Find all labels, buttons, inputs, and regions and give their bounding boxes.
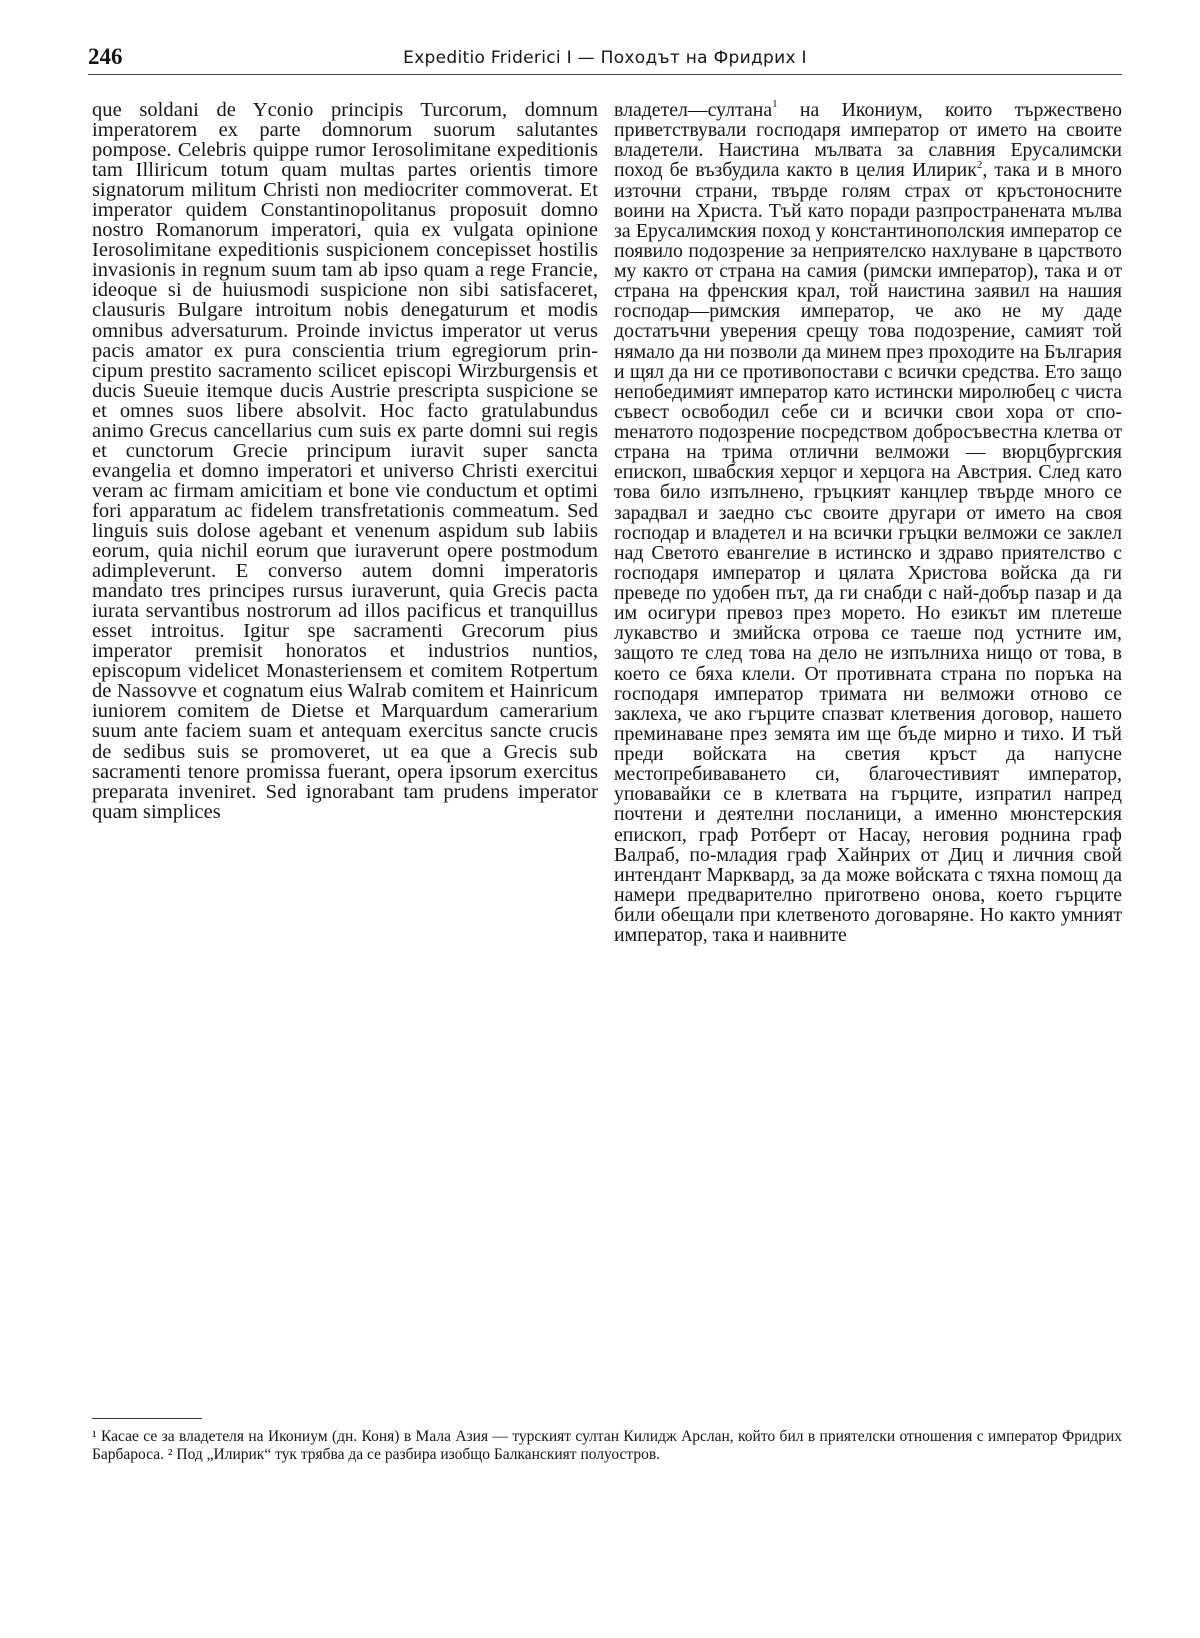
header-rule xyxy=(88,74,1122,75)
footnote-ref-2: 2 xyxy=(976,158,983,171)
page-header xyxy=(88,44,1122,76)
bulgarian-text-part3: , така и в много източни страни, твърде голям страх от кръстоносните воини на Христа. Тъй като поради разпространената мълва за Ерусалимския поход у константинополския император се появило подозрение за неприятелско нахлуване в царството му както от страна на самия (римски император), така и от страна на френския крал, той наистина заявил на нашия господар—римския император, че ако не му даде достатъчни уверения срещу това подозрение, самият той нямало да ни позволи да минем през проходите на България и щял да ни се противопостави с всички средства. Ето защо непобедимият император като истински миролюбец с чиста съвест освободил себе си и всички свои хора от споmенатото подозрение посредством добросъвестна клетва от страна на трима отлични велможи — вюрцбургския епископ, швабския херцог и херцога на Австрия. След като това било изпълнено, гръцкият канцлер твърде много се зарадвал и заедно със своите другари от името на своя господар и владетел и на всички гръцки велможи се заклел над Светото евангелие в истинско и здраво приятелство с господаря император и цялата Христова войска да ги преведе по удобен път, да ги снабди с най-добър пазар и да им осигури превоз през морето. Но езикът им плетеше лукавство и змийска отрова се таеше под устните им, защото те след това на дело не изпълниха нищо от това, в което се бяха клели. От противната страна по поръка на господаря император тримата ни велможи отново се заклеха, че ако гърците спазват клетвения договор, нашето преминаване през земята им ще бъде мирно и тихо. И тъй преди войската на светия кръст да напусне местопребиваването си, благочестивият император, уповавайки се в клетвата на гърците, изпратил напред почтени и деятелни посланици, а именно мюнстерския епископ, граф Ротберт от Насау, неговия роднина граф Валраб, по-младия граф Хайнрих от Диц и личния свой интендант Марквард, за да може войската с тяхна помощ да намери предварително приготвено онова, което гърците били обещали при клетвеното договаряне. Но както умният император, така и наивните xyxy=(614,159,1123,947)
footnotes-text: ¹ Касае се за владетеля на Икониум (дн. Коня) в Мала Азия — турският султан Килидж Арслан, който бил в приятелски отношения с император Фридрих Барбароса. ² Под „Илирик“ тук трябва да се разбира изобщо Балканският полуостров. xyxy=(92,1428,1122,1463)
bulgarian-text-part2: на Икониум, които тържествено приветствували господаря император от името на своите владетели. Наистина мълвата за славния Ерусалимски поход бе възбудила както в целия Илирик xyxy=(614,99,1122,182)
footnote-ref-1: 1 xyxy=(772,98,778,111)
bulgarian-column xyxy=(614,100,1122,945)
footnotes xyxy=(92,1428,1122,1463)
page-number: 246 xyxy=(88,44,123,69)
footnote-rule xyxy=(92,1418,202,1419)
bulgarian-paragraph xyxy=(614,100,1122,945)
bulgarian-text-part1: владетел—султана xyxy=(614,99,773,121)
latin-paragraph: que soldani de Yconio principis Turcorum, domnum imperatorem ex parte domnorum suorum salutantes pompose. Celebris quippe rumor Ierosolimitane expeditionis tam Illiricum totum quam multas partes orientis timore signatorum militum Christi non mediocriter commoverat. Et imperator quidem Constantinopolitanus proposuit domno nostro Romanorum imperatori, quia ex vulgata opinione Ierosolimitane expeditionis suspicionem concepisset hostilis invasionis in regnum suum tam ab ipso quam a rege Francie, ideoque si de huiusmodi suspicione non sibi satisfaceret, clausuris Bulgare introitum nobis denegaturum et modis omnibus adversaturum. Proinde invictus imperator ut verus pacis amator ex pura conscientia trium egregiorum principum prestito sacramento scilicet episcopi Wirzburgensis et ducis Sueuie itemque ducis Austrie prescripta suspicione se et omnes suos libere absolvit. Hoc facto gratulabundus animo Grecus cancellarius cum suis ex parte domni sui regis et cunctorum Grecie principum iuravit super sancta evangelia et domno imperatori et universo Christi exercitui veram ac firmam amicitiam et bone vie conductum et optimi fori apparatum ac fidelem transfretationis commeatum. Sed linguis suis dolose agebant et venenum aspidum sub labiis eorum, quia nichil eorum que iuraverunt opere postmodum adimpleverunt. E converso autem domni imperatoris mandato tres principes rursus iuraverunt, quia Grecis pacta iurata servantibus nostrorum ad illos pacificus et tranquillus esset introitus. Igitur spe sacramenti Grecorum pius imperator premisit honoratos et industrios nuntios, episcopum videlicet Monasteriensem et comitem Rotpertum de Nassovve et cognatum eius Walrab comitem et Hainricum iuniorem comitem de Dietse et Marquardum camerarium suum ante faciem suam et antequam exercitus sancte crucis de sedibus suis se promoveret, ut ea que a Grecis sub sacramenti tenore promissa fuerant, opera ipsorum exercitus preparata inveniret. Sed ignorabant tam prudens imperator quam simplices xyxy=(92,99,598,823)
running-head: Expeditio Friderici I — Походът на Фридрих I xyxy=(403,48,807,68)
latin-column xyxy=(92,100,598,822)
